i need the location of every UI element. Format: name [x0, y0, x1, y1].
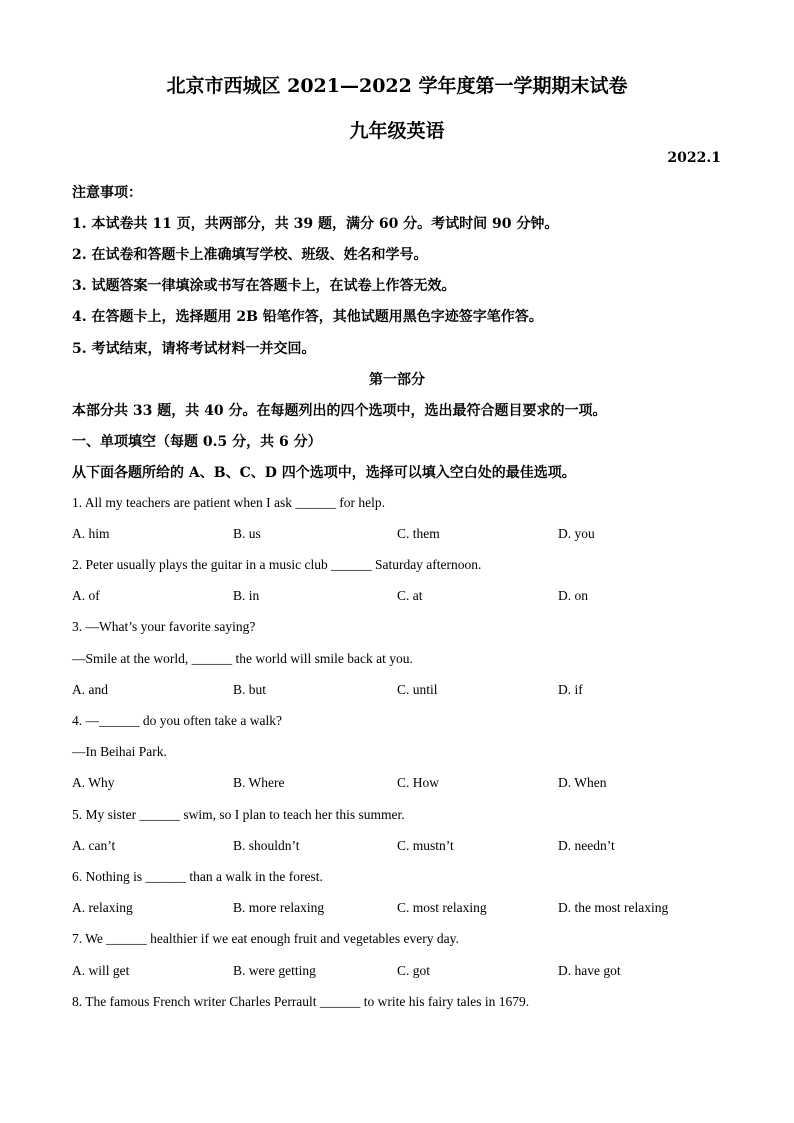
notes-item: 5. 考试结束，请将考试材料一并交回。 — [72, 341, 316, 357]
option-d: D. needn’t — [558, 838, 615, 853]
option-a: A. and — [72, 682, 108, 697]
option-b: B. Where — [233, 775, 285, 790]
option-d: D. When — [558, 775, 607, 790]
notes-item: 1. 本试卷共 11 页，共两部分，共 39 题，满分 60 分。考试时间 90 分钟。 — [72, 216, 559, 232]
option-c: C. them — [397, 526, 440, 541]
question-stem: 1. All my teachers are patient when I ask ______ for help. — [72, 495, 386, 510]
question-stem: 4. —______ do you often take a walk? — [72, 713, 282, 728]
exam-date: 2022.1 — [667, 150, 721, 166]
option-b: B. more relaxing — [233, 900, 325, 915]
notes-item: 4. 在答题卡上，选择题用 2B 铅笔作答，其他试题用黑色字迹签字笔作答。 — [72, 309, 543, 325]
option-c: C. got — [397, 963, 431, 978]
question-stem: 3. —What’s your favorite saying? — [72, 619, 256, 634]
option-a: A. him — [72, 526, 110, 541]
option-d: D. you — [558, 526, 595, 541]
option-b: B. shouldn’t — [233, 838, 300, 853]
question-stem: 8. The famous French writer Charles Perrault ______ to write his fairy tales in 1679. — [72, 994, 530, 1009]
notes-heading: 注意事项： — [72, 185, 142, 201]
option-d: D. have got — [558, 963, 621, 978]
option-b: B. were getting — [233, 963, 316, 978]
option-a: A. relaxing — [72, 900, 133, 915]
option-a: A. of — [72, 588, 100, 603]
option-b: B. us — [233, 526, 261, 541]
part-intro: 本部分共 33 题，共 40 分。在每题列出的四个选项中，选出最符合题目要求的一项。 — [72, 403, 607, 419]
option-d: D. on — [558, 588, 588, 603]
option-a: A. Why — [72, 775, 115, 790]
option-c: C. How — [397, 775, 440, 790]
part-heading: 第一部分 — [369, 372, 425, 388]
option-c: C. most relaxing — [397, 900, 487, 915]
question-stem: 6. Nothing is ______ than a walk in the forest. — [72, 869, 323, 884]
notes-item: 2. 在试卷和答题卡上准确填写学校、班级、姓名和学号。 — [72, 247, 428, 263]
question-stem: 2. Peter usually plays the guitar in a music club ______ Saturday afternoon. — [72, 557, 482, 572]
question-stem-line: —In Beihai Park. — [72, 744, 167, 759]
option-a: A. can’t — [72, 838, 116, 853]
option-b: B. but — [233, 682, 267, 697]
question-stem-line: —Smile at the world, ______ the world will smile back at you. — [72, 651, 413, 666]
section-instruction: 从下面各题所给的 A、B、C、D 四个选项中，选择可以填入空白处的最佳选项。 — [72, 465, 576, 481]
option-d: D. the most relaxing — [558, 900, 669, 915]
option-c: C. mustn’t — [397, 838, 454, 853]
question-stem: 5. My sister ______ swim, so I plan to teach her this summer. — [72, 807, 405, 822]
option-b: B. in — [233, 588, 260, 603]
section-title: 一、单项填空（每题 0.5 分，共 6 分） — [72, 434, 322, 450]
notes-item: 3. 试题答案一律填涂或书写在答题卡上，在试卷上作答无效。 — [72, 278, 456, 294]
option-c: C. until — [397, 682, 438, 697]
option-c: C. at — [397, 588, 423, 603]
option-a: A. will get — [72, 963, 130, 978]
option-d: D. if — [558, 682, 583, 697]
exam-title: 北京市西城区 2021—2022 学年度第一学期期末试卷 — [166, 75, 628, 97]
exam-subtitle: 九年级英语 — [349, 120, 445, 142]
question-stem: 7. We ______ healthier if we eat enough fruit and vegetables every day. — [72, 931, 459, 946]
